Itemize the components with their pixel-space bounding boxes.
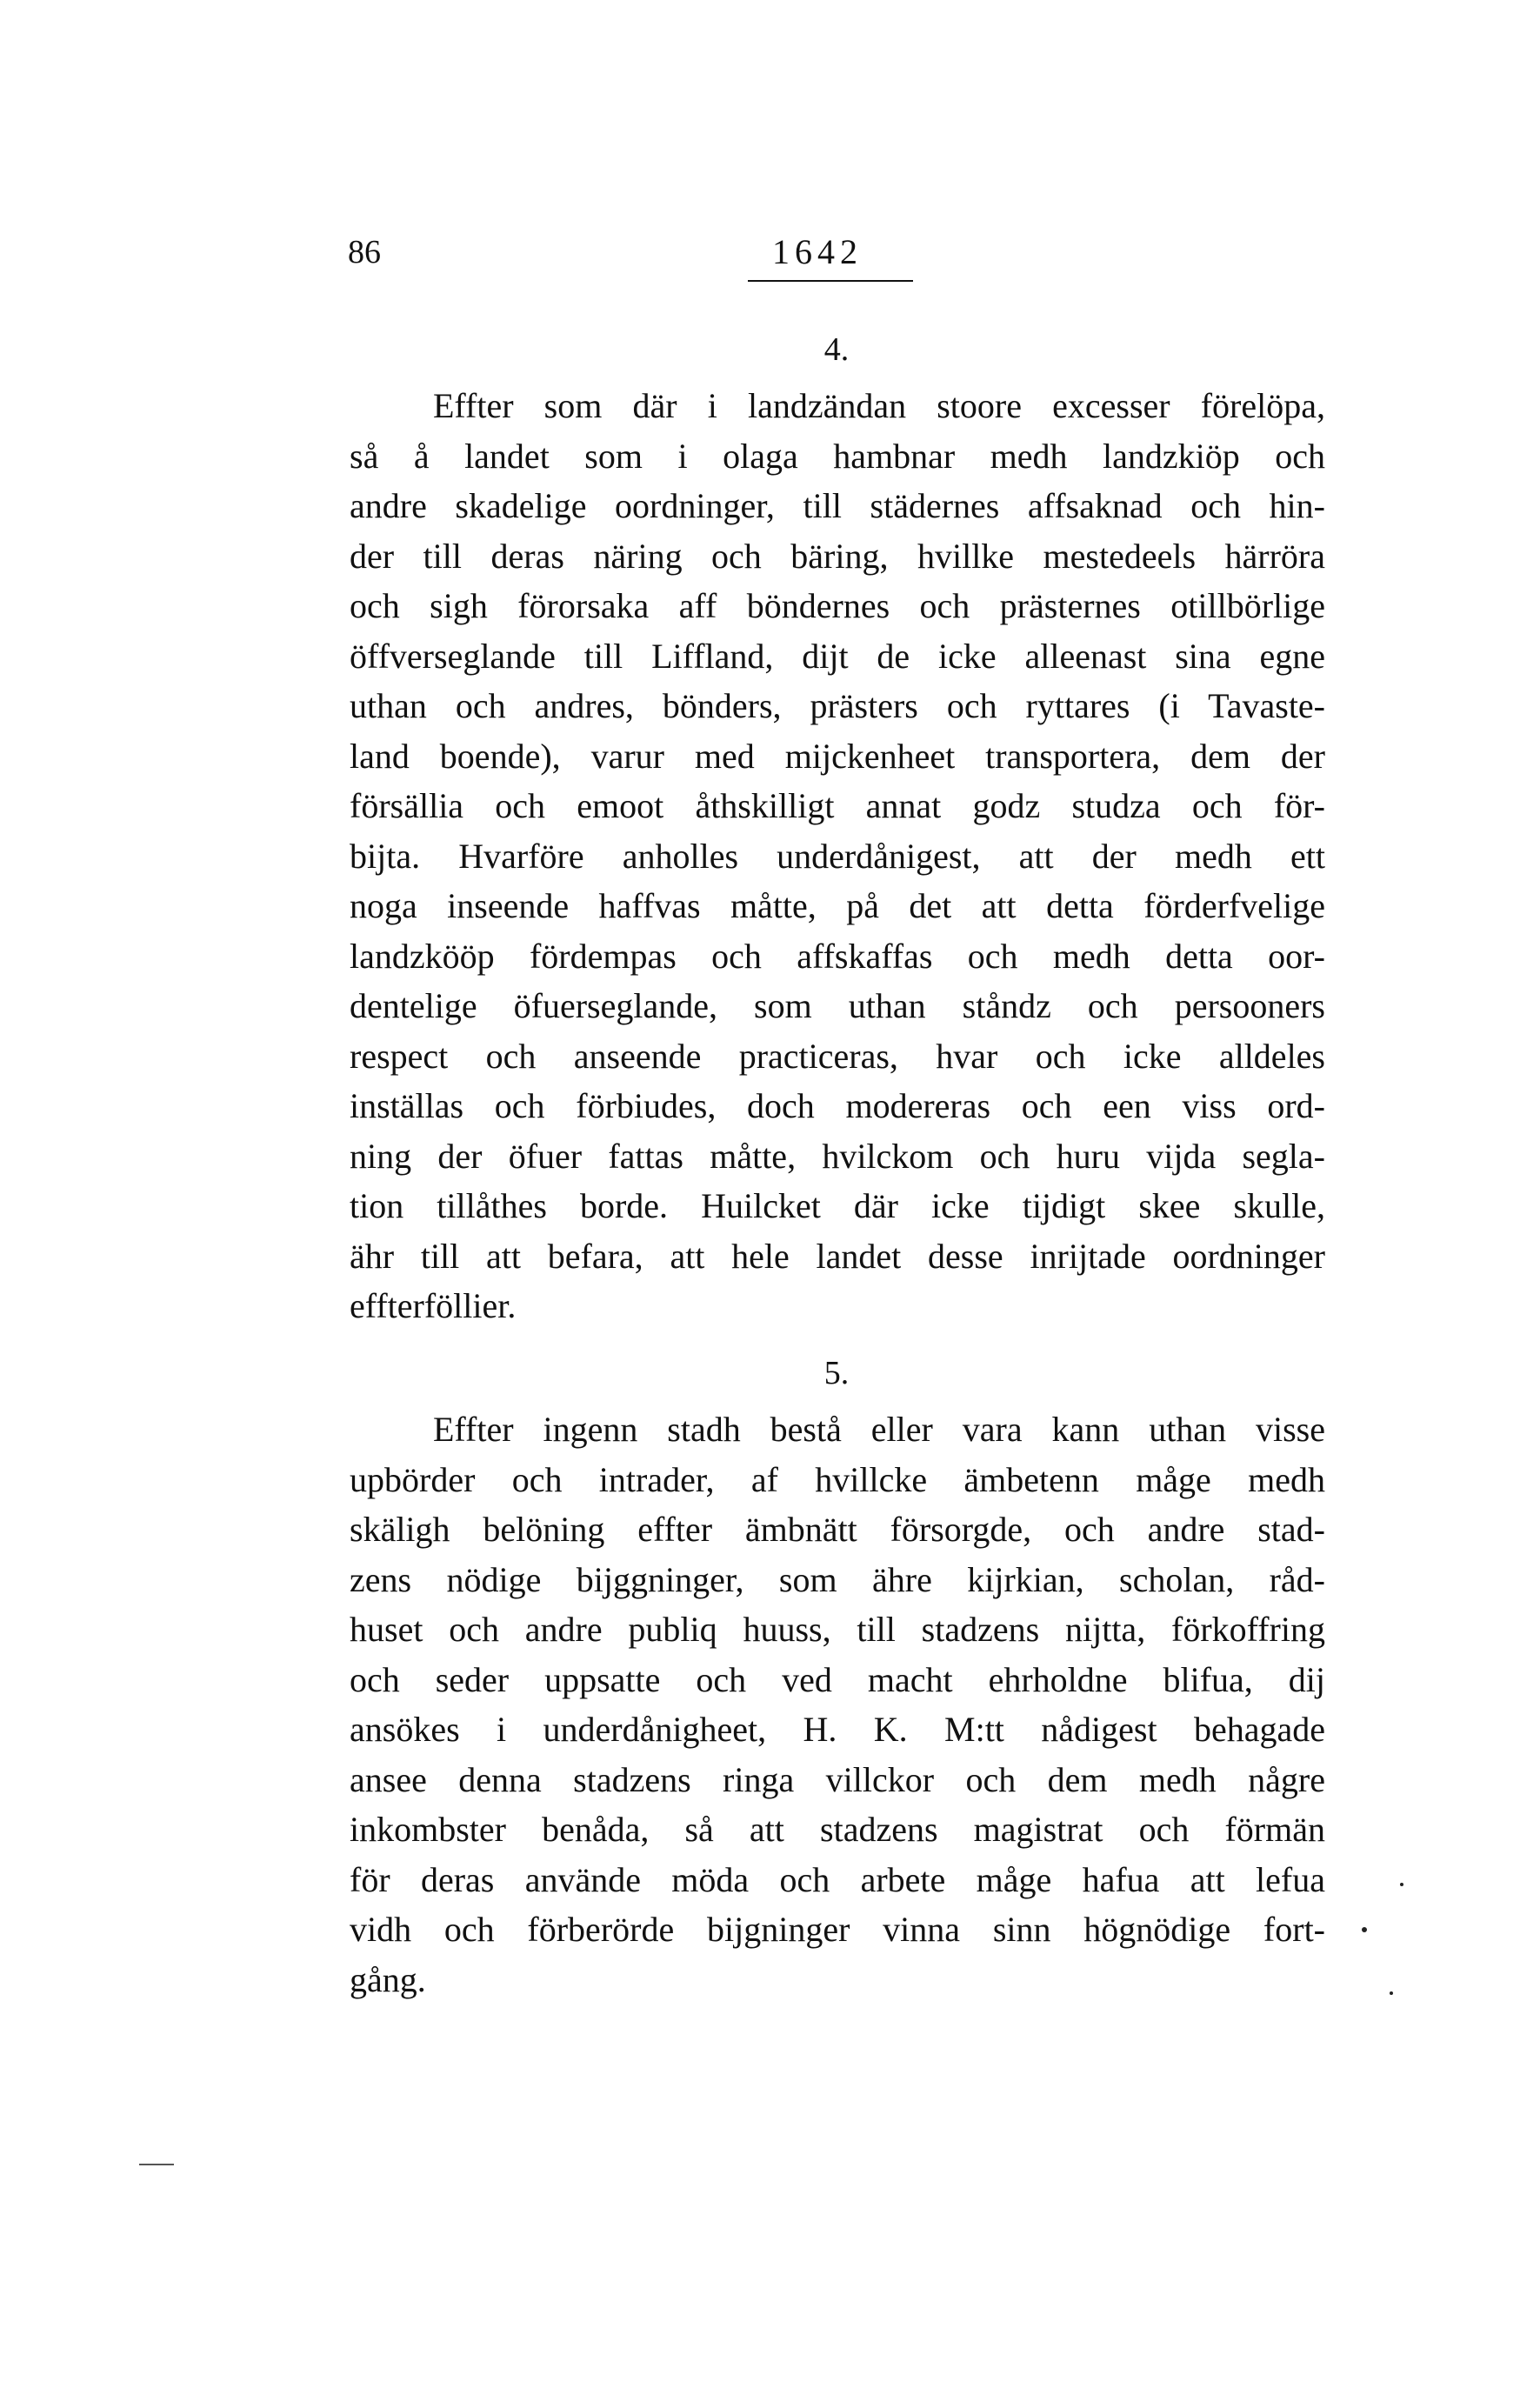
year-heading: 1642: [772, 232, 863, 271]
scan-speck: [1362, 1927, 1367, 1932]
scan-dash-mark: [139, 2164, 174, 2165]
text-line: och sigh förorsaka aff böndernes och prästernes otillbörlige: [350, 586, 1325, 625]
text-line: Effter som där i landzändan stoore excesser förelöpa,: [433, 386, 1325, 425]
text-line: andre skadelige oordninger, till städernes affsaknad och hin-: [350, 486, 1325, 525]
text-line: ansee denna stadzens ringa villckor och dem medh någre: [350, 1759, 1325, 1799]
text-line: inställas och förbiudes, doch modereras och een viss ord-: [350, 1086, 1325, 1125]
text-line: öffverseglande till Liffland, dijt de icke alleenast sina egne: [350, 636, 1325, 676]
text-line: zens nödige bijggninger, som ähre kijrkian, scholan, råd-: [350, 1559, 1325, 1599]
text-line: försällia och emoot åthskilligt annat godz studza och för-: [350, 786, 1325, 825]
text-line: ähr till att befara, att hele landet desse inrijtade oordninger: [350, 1236, 1325, 1276]
text-line: landzkööp fördempas och affskaffas och medh detta oor-: [350, 936, 1325, 976]
text-line: der till deras näring och bäring, hvillke mestedeels härröra: [350, 536, 1325, 576]
text-line: gång.: [350, 1959, 426, 1999]
text-line: för deras använde möda och arbete måge hafua att lefua: [350, 1859, 1325, 1899]
text-line: land boende), varur med mijckenheet transportera, dem der: [350, 736, 1325, 776]
section-4-paragraph: [350, 381, 1325, 1331]
scan-speck: [1390, 1991, 1393, 1995]
text-line: ning der öfuer fattas måtte, hvilckom och huru vijda segla-: [350, 1136, 1325, 1176]
text-line: dentelige öfuerseglande, som uthan ståndz och persooners: [350, 986, 1325, 1025]
text-line: respect och anseende practiceras, hvar och icke alldeles: [350, 1036, 1325, 1076]
section-5-paragraph: [350, 1404, 1325, 2004]
text-line: ansökes i underdånigheet, H. K. M:tt nådigest behagade: [350, 1710, 1325, 1749]
text-line: huset och andre publiq huuss, till stadzens nijtta, förkoffring: [350, 1610, 1325, 1649]
text-line: uthan och andres, bönders, prästers och ryttares (i Tavaste-: [350, 686, 1325, 725]
text-line: effterföllier.: [350, 1286, 517, 1325]
text-line: tion tillåthes borde. Huilcket där icke tijdigt skee skulle,: [350, 1186, 1325, 1225]
text-line: inkombster benåda, så att stadzens magistrat och förmän: [350, 1810, 1325, 1849]
year-underline: [748, 280, 913, 282]
page-number: 86: [348, 234, 381, 270]
section-number-4: 4.: [823, 331, 850, 368]
section-number-5: 5.: [823, 1355, 850, 1391]
text-line: så å landet som i olaga hambnar medh landzkiöp och: [350, 436, 1325, 476]
text-line: och seder uppsatte och ved macht ehrholdne blifua, dij: [350, 1659, 1325, 1699]
text-line: upbörder och intrader, af hvillcke ämbetenn måge medh: [350, 1459, 1325, 1499]
text-line: bijta. Hvarföre anholles underdånigest, att der medh ett: [350, 836, 1325, 876]
text-line: skäligh belöning effter ämbnätt försorgde, och andre stad-: [350, 1510, 1325, 1549]
scan-speck: [1400, 1883, 1403, 1886]
text-line: noga inseende haffvas måtte, på det att detta förderfvelige: [350, 886, 1325, 925]
text-line: Effter ingenn stadh bestå eller vara kann uthan visse: [433, 1410, 1325, 1449]
text-line: vidh och förberörde bijgninger vinna sinn högnödige fort-: [350, 1910, 1325, 1949]
